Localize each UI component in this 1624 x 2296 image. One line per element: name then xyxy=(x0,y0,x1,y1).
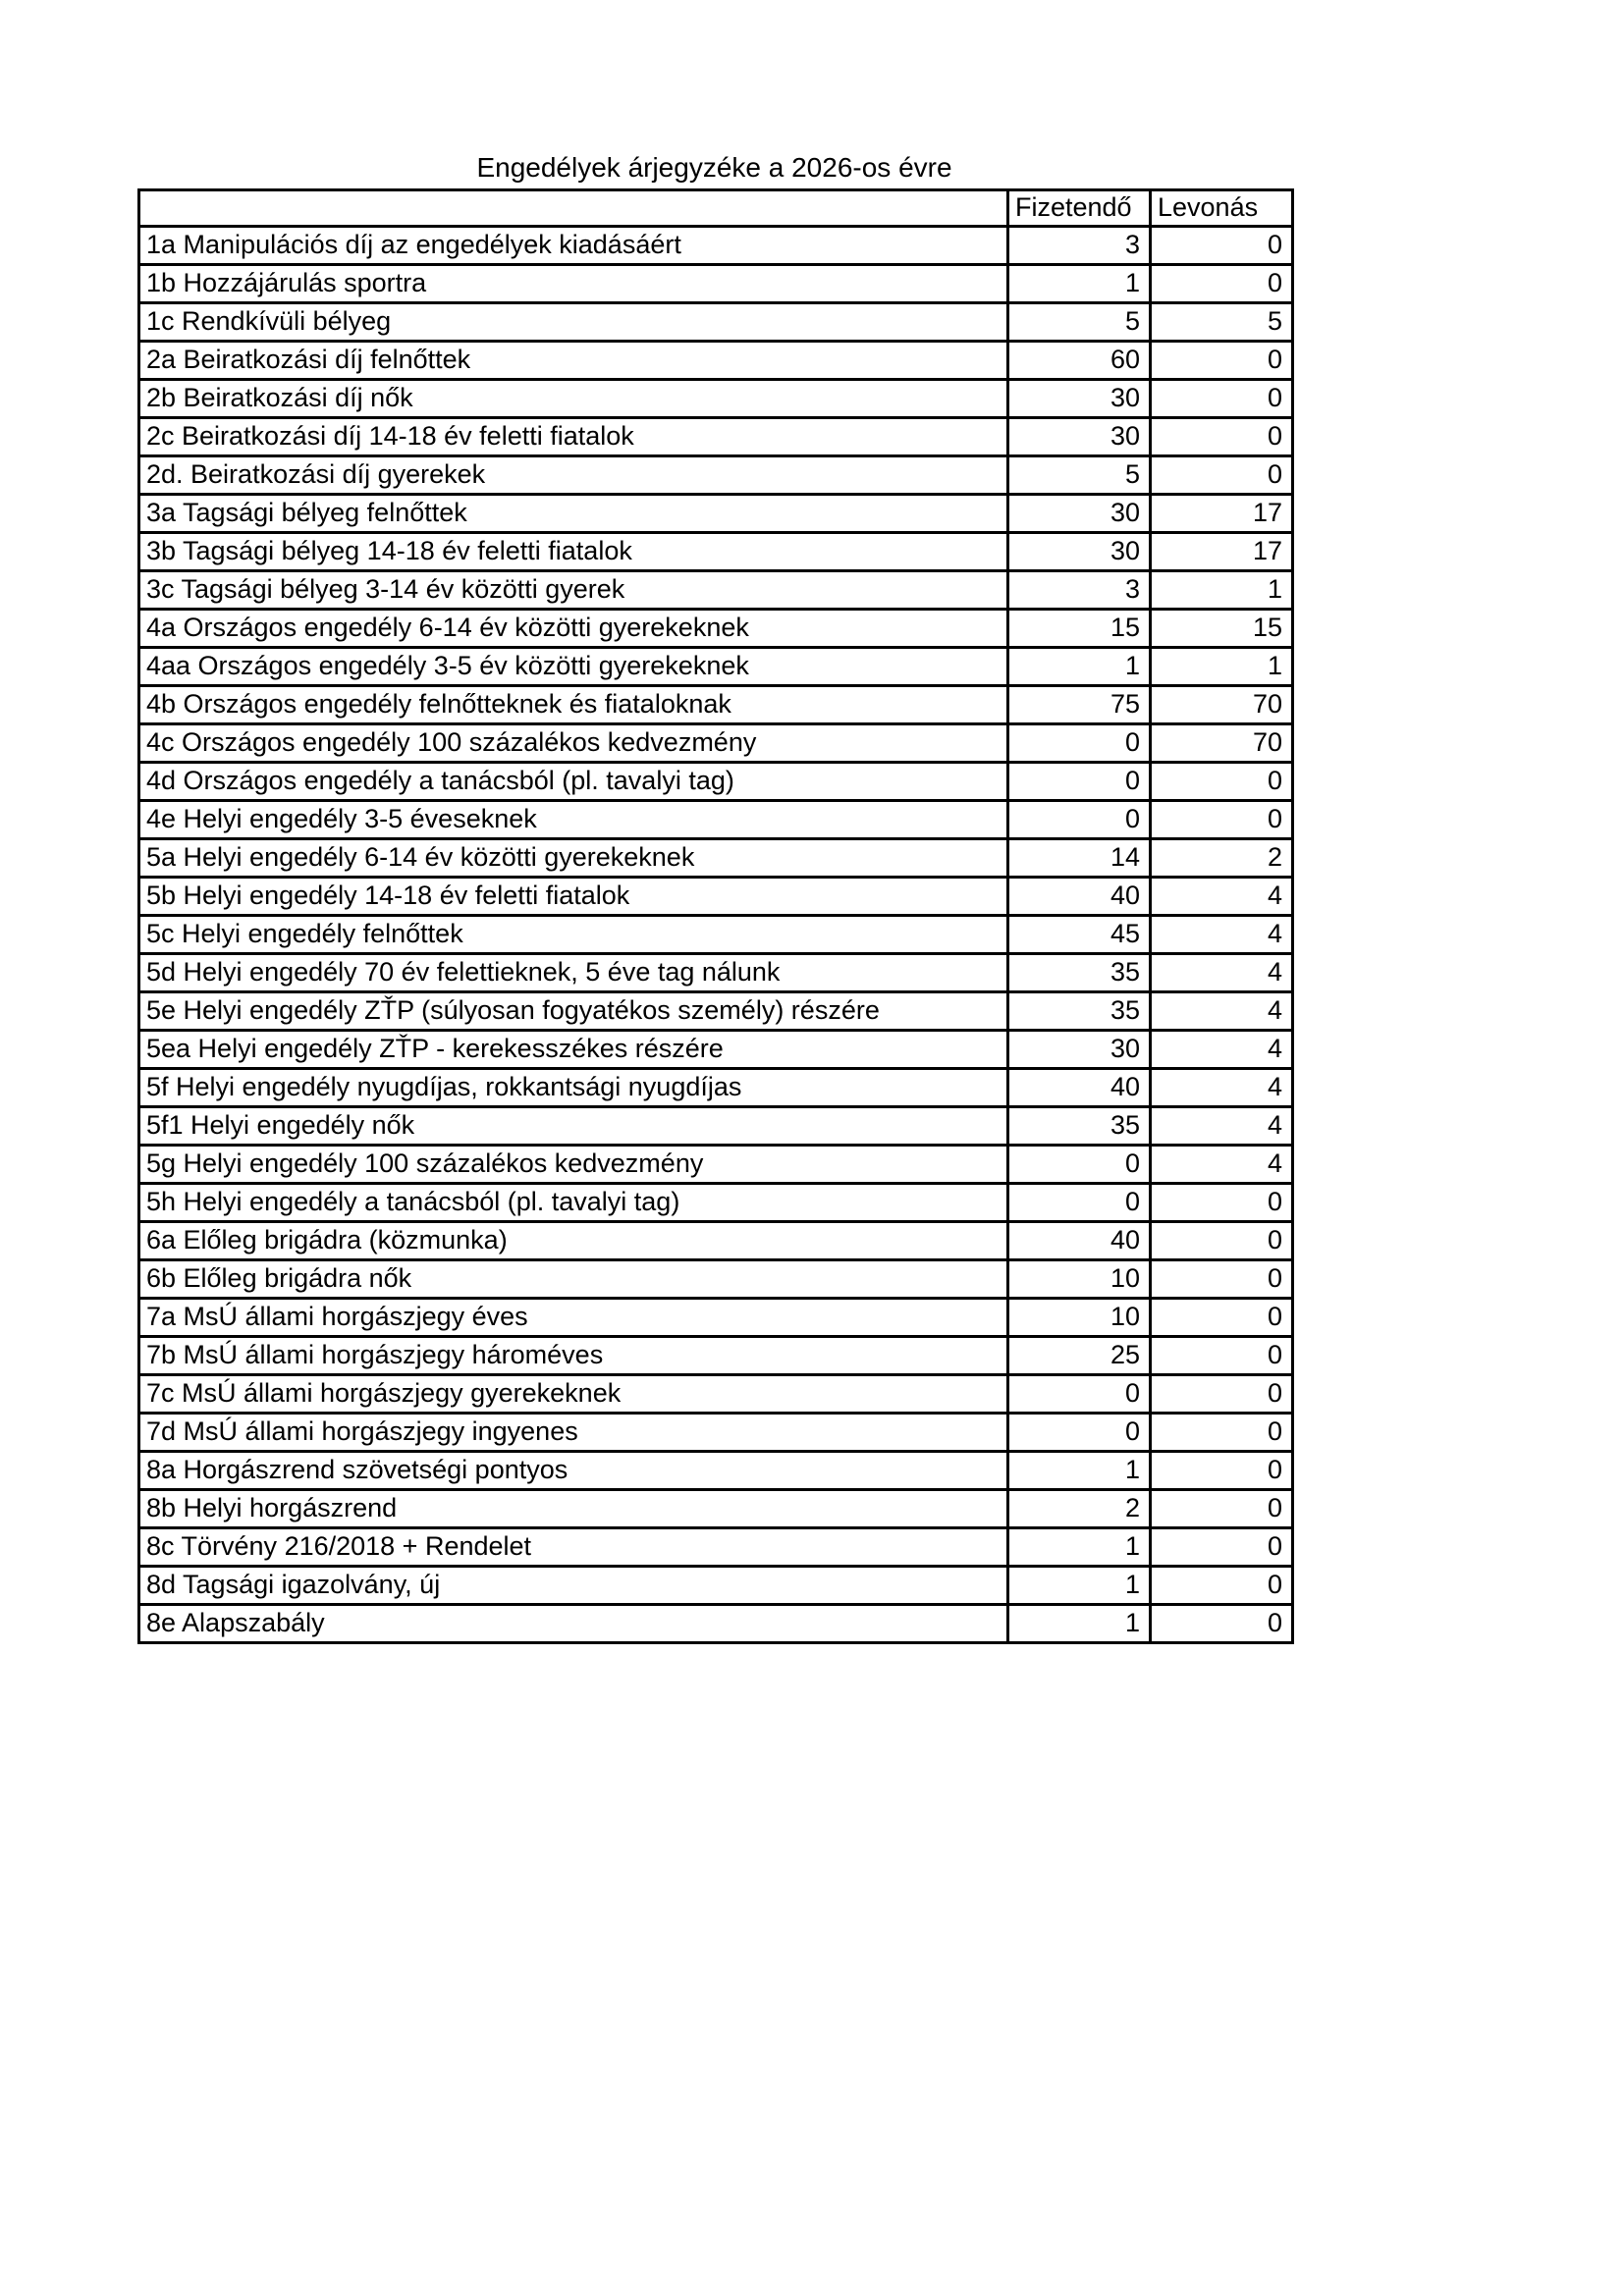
cell-levonas: 4 xyxy=(1151,1146,1293,1184)
cell-fizetendo: 0 xyxy=(1008,1146,1151,1184)
cell-fizetendo: 0 xyxy=(1008,1375,1151,1414)
cell-fizetendo: 0 xyxy=(1008,801,1151,839)
cell-levonas: 0 xyxy=(1151,342,1293,380)
cell-label: 6b Előleg brigádra nők xyxy=(139,1260,1008,1299)
table-row xyxy=(139,1528,1293,1567)
cell-fizetendo: 35 xyxy=(1008,954,1151,992)
cell-levonas: 0 xyxy=(1151,1222,1293,1260)
header-levonas: Levonás xyxy=(1151,190,1293,227)
cell-label: 3a Tagsági bélyeg felnőttek xyxy=(139,495,1008,533)
table-row xyxy=(139,418,1293,456)
cell-fizetendo: 3 xyxy=(1008,571,1151,610)
cell-levonas: 4 xyxy=(1151,1107,1293,1146)
cell-label: 7c MsÚ állami horgászjegy gyerekeknek xyxy=(139,1375,1008,1414)
table-row xyxy=(139,571,1293,610)
cell-label: 4a Országos engedély 6-14 év közötti gyerekeknek xyxy=(139,610,1008,648)
cell-label: 7a MsÚ állami horgászjegy éves xyxy=(139,1299,1008,1337)
table-row xyxy=(139,1184,1293,1222)
header-empty-cell xyxy=(139,190,1008,227)
cell-levonas: 4 xyxy=(1151,992,1293,1031)
cell-label: 2c Beiratkozási díj 14-18 év feletti fiatalok xyxy=(139,418,1008,456)
cell-fizetendo: 0 xyxy=(1008,1414,1151,1452)
cell-label: 8e Alapszabály xyxy=(139,1605,1008,1643)
table-row xyxy=(139,1337,1293,1375)
cell-fizetendo: 40 xyxy=(1008,878,1151,916)
cell-label: 3b Tagsági bélyeg 14-18 év feletti fiatalok xyxy=(139,533,1008,571)
table-row xyxy=(139,1452,1293,1490)
cell-fizetendo: 30 xyxy=(1008,1031,1151,1069)
table-row xyxy=(139,1031,1293,1069)
cell-levonas: 70 xyxy=(1151,724,1293,763)
cell-fizetendo: 40 xyxy=(1008,1222,1151,1260)
cell-levonas: 4 xyxy=(1151,878,1293,916)
cell-fizetendo: 5 xyxy=(1008,456,1151,495)
cell-fizetendo: 30 xyxy=(1008,380,1151,418)
cell-label: 2b Beiratkozási díj nők xyxy=(139,380,1008,418)
cell-label: 5a Helyi engedély 6-14 év közötti gyerekeknek xyxy=(139,839,1008,878)
table-row xyxy=(139,916,1293,954)
table-row xyxy=(139,456,1293,495)
table-row xyxy=(139,1107,1293,1146)
cell-levonas: 0 xyxy=(1151,1299,1293,1337)
table-row xyxy=(139,1299,1293,1337)
header-fizetendo: Fizetendő xyxy=(1008,190,1151,227)
cell-levonas: 2 xyxy=(1151,839,1293,878)
cell-label: 5ea Helyi engedély ZŤP - kerekesszékes részére xyxy=(139,1031,1008,1069)
cell-levonas: 0 xyxy=(1151,763,1293,801)
cell-fizetendo: 60 xyxy=(1008,342,1151,380)
cell-levonas: 0 xyxy=(1151,1452,1293,1490)
cell-fizetendo: 75 xyxy=(1008,686,1151,724)
cell-levonas: 4 xyxy=(1151,954,1293,992)
cell-levonas: 0 xyxy=(1151,1375,1293,1414)
cell-fizetendo: 0 xyxy=(1008,724,1151,763)
cell-label: 6a Előleg brigádra (közmunka) xyxy=(139,1222,1008,1260)
cell-levonas: 1 xyxy=(1151,571,1293,610)
cell-fizetendo: 1 xyxy=(1008,1605,1151,1643)
cell-label: 5e Helyi engedély ZŤP (súlyosan fogyatékos személy) részére xyxy=(139,992,1008,1031)
cell-levonas: 0 xyxy=(1151,1414,1293,1452)
table-row xyxy=(139,610,1293,648)
header-row xyxy=(139,190,1293,227)
cell-label: 4e Helyi engedély 3-5 éveseknek xyxy=(139,801,1008,839)
cell-label: 5d Helyi engedély 70 év felettieknek, 5 éve tag nálunk xyxy=(139,954,1008,992)
table-row xyxy=(139,839,1293,878)
table-row xyxy=(139,1146,1293,1184)
cell-levonas: 4 xyxy=(1151,916,1293,954)
cell-levonas: 0 xyxy=(1151,227,1293,265)
page-title: Engedélyek árjegyzéke a 2026-os évre xyxy=(476,152,952,183)
table-row xyxy=(139,648,1293,686)
table-row xyxy=(139,227,1293,265)
cell-fizetendo: 1 xyxy=(1008,1567,1151,1605)
cell-label: 5c Helyi engedély felnőttek xyxy=(139,916,1008,954)
cell-label: 4b Országos engedély felnőtteknek és fiataloknak xyxy=(139,686,1008,724)
cell-fizetendo: 1 xyxy=(1008,648,1151,686)
table-row xyxy=(139,724,1293,763)
cell-fizetendo: 35 xyxy=(1008,992,1151,1031)
table-row xyxy=(139,265,1293,303)
cell-fizetendo: 30 xyxy=(1008,533,1151,571)
table-row xyxy=(139,763,1293,801)
cell-levonas: 0 xyxy=(1151,1605,1293,1643)
cell-fizetendo: 30 xyxy=(1008,418,1151,456)
cell-label: 2a Beiratkozási díj felnőttek xyxy=(139,342,1008,380)
cell-levonas: 5 xyxy=(1151,303,1293,342)
cell-levonas: 0 xyxy=(1151,801,1293,839)
cell-label: 5f1 Helyi engedély nők xyxy=(139,1107,1008,1146)
cell-label: 5h Helyi engedély a tanácsból (pl. tavalyi tag) xyxy=(139,1184,1008,1222)
cell-fizetendo: 3 xyxy=(1008,227,1151,265)
cell-label: 1a Manipulációs díj az engedélyek kiadásáért xyxy=(139,227,1008,265)
cell-levonas: 1 xyxy=(1151,648,1293,686)
cell-fizetendo: 10 xyxy=(1008,1260,1151,1299)
cell-levonas: 70 xyxy=(1151,686,1293,724)
table-row xyxy=(139,992,1293,1031)
cell-label: 5f Helyi engedély nyugdíjas, rokkantsági nyugdíjas xyxy=(139,1069,1008,1107)
table-row xyxy=(139,1414,1293,1452)
table-row xyxy=(139,533,1293,571)
table-row xyxy=(139,303,1293,342)
cell-label: 4c Országos engedély 100 százalékos kedvezmény xyxy=(139,724,1008,763)
cell-label: 4d Országos engedély a tanácsból (pl. tavalyi tag) xyxy=(139,763,1008,801)
cell-fizetendo: 0 xyxy=(1008,763,1151,801)
cell-label: 7b MsÚ állami horgászjegy hároméves xyxy=(139,1337,1008,1375)
cell-fizetendo: 1 xyxy=(1008,1452,1151,1490)
cell-label: 7d MsÚ állami horgászjegy ingyenes xyxy=(139,1414,1008,1452)
price-table xyxy=(137,188,1294,1644)
cell-fizetendo: 10 xyxy=(1008,1299,1151,1337)
cell-fizetendo: 40 xyxy=(1008,1069,1151,1107)
cell-label: 1b Hozzájárulás sportra xyxy=(139,265,1008,303)
cell-levonas: 0 xyxy=(1151,456,1293,495)
cell-fizetendo: 15 xyxy=(1008,610,1151,648)
cell-fizetendo: 35 xyxy=(1008,1107,1151,1146)
cell-levonas: 4 xyxy=(1151,1031,1293,1069)
table-row xyxy=(139,1260,1293,1299)
table-row xyxy=(139,1375,1293,1414)
cell-label: 1c Rendkívüli bélyeg xyxy=(139,303,1008,342)
cell-fizetendo: 0 xyxy=(1008,1184,1151,1222)
cell-label: 2d. Beiratkozási díj gyerekek xyxy=(139,456,1008,495)
cell-levonas: 0 xyxy=(1151,1337,1293,1375)
cell-fizetendo: 1 xyxy=(1008,265,1151,303)
cell-levonas: 0 xyxy=(1151,1184,1293,1222)
cell-label: 8b Helyi horgászrend xyxy=(139,1490,1008,1528)
table-row xyxy=(139,686,1293,724)
table-row xyxy=(139,1069,1293,1107)
table-row xyxy=(139,878,1293,916)
cell-levonas: 0 xyxy=(1151,1567,1293,1605)
cell-fizetendo: 45 xyxy=(1008,916,1151,954)
table-row xyxy=(139,1222,1293,1260)
cell-levonas: 0 xyxy=(1151,1490,1293,1528)
table-row xyxy=(139,801,1293,839)
table-row xyxy=(139,1605,1293,1643)
cell-levonas: 0 xyxy=(1151,418,1293,456)
table-row xyxy=(139,495,1293,533)
cell-levonas: 17 xyxy=(1151,533,1293,571)
cell-levonas: 15 xyxy=(1151,610,1293,648)
cell-label: 3c Tagsági bélyeg 3-14 év közötti gyerek xyxy=(139,571,1008,610)
table-row xyxy=(139,342,1293,380)
cell-label: 4aa Országos engedély 3-5 év közötti gyerekeknek xyxy=(139,648,1008,686)
cell-label: 5g Helyi engedély 100 százalékos kedvezmény xyxy=(139,1146,1008,1184)
cell-label: 8d Tagsági igazolvány, új xyxy=(139,1567,1008,1605)
cell-label: 8a Horgászrend szövetségi pontyos xyxy=(139,1452,1008,1490)
cell-levonas: 17 xyxy=(1151,495,1293,533)
cell-fizetendo: 5 xyxy=(1008,303,1151,342)
cell-fizetendo: 14 xyxy=(1008,839,1151,878)
cell-levonas: 0 xyxy=(1151,265,1293,303)
cell-fizetendo: 2 xyxy=(1008,1490,1151,1528)
table-body xyxy=(139,227,1293,1643)
cell-levonas: 4 xyxy=(1151,1069,1293,1107)
cell-levonas: 0 xyxy=(1151,380,1293,418)
table-row xyxy=(139,1490,1293,1528)
table-row xyxy=(139,954,1293,992)
cell-levonas: 0 xyxy=(1151,1260,1293,1299)
table-row xyxy=(139,1567,1293,1605)
cell-levonas: 0 xyxy=(1151,1528,1293,1567)
cell-fizetendo: 30 xyxy=(1008,495,1151,533)
cell-fizetendo: 1 xyxy=(1008,1528,1151,1567)
table-row xyxy=(139,380,1293,418)
cell-fizetendo: 25 xyxy=(1008,1337,1151,1375)
cell-label: 5b Helyi engedély 14-18 év feletti fiatalok xyxy=(139,878,1008,916)
cell-label: 8c Törvény 216/2018 + Rendelet xyxy=(139,1528,1008,1567)
